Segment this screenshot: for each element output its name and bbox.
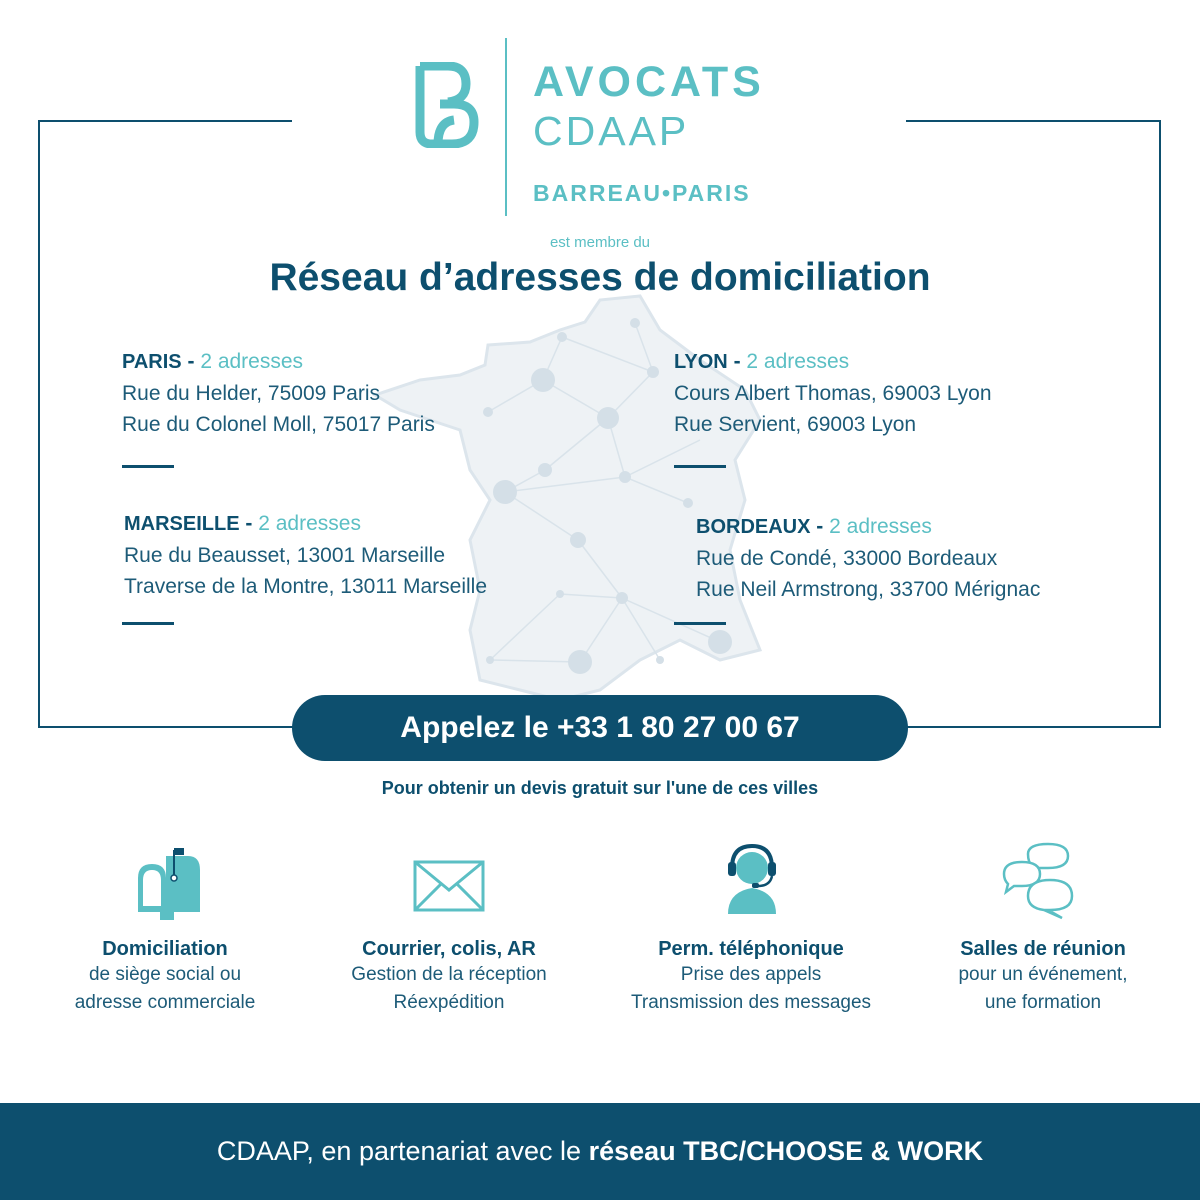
feature-line: Gestion de la réception: [351, 964, 547, 985]
feature-title: Salles de réunion: [960, 938, 1126, 960]
address-line: Rue du Colonel Moll, 75017 Paris: [122, 413, 435, 436]
footer-prefix: CDAAP, en partenariat avec le: [216, 1136, 589, 1166]
city-separator: -: [810, 515, 830, 538]
address-line: Rue de Condé, 33000 Bordeaux: [696, 547, 998, 570]
speech-bubbles-icon: [898, 840, 1188, 920]
brand-barreau-paris: BARREAU•PARIS: [533, 180, 751, 206]
intro-text: est membre du: [549, 234, 651, 251]
city-divider: [122, 465, 174, 468]
feature-line: de siège social ou: [88, 964, 242, 985]
city-name: PARIS: [122, 351, 182, 373]
mailbox-icon: [20, 840, 310, 920]
address-line: Traverse de la Montre, 13011 Marseille: [124, 575, 487, 598]
city-divider: [122, 622, 174, 625]
city-count: 2 adresses: [829, 515, 932, 538]
city-separator: -: [727, 350, 747, 373]
address-line: Rue du Helder, 75009 Paris: [122, 382, 380, 405]
city-lyon: [674, 346, 992, 440]
address-line: Cours Albert Thomas, 69003 Lyon: [674, 382, 992, 405]
logo-divider: [505, 38, 507, 216]
feature-line: Réexpédition: [393, 992, 505, 1013]
feature-salles: [898, 840, 1188, 1017]
address-line: Rue du Beausset, 13001 Marseille: [124, 544, 446, 567]
cdaap-logo-icon: [412, 62, 482, 148]
call-phone-button[interactable]: Appelez le +33 1 80 27 00 67: [292, 695, 908, 761]
address-line: Rue Servient, 69003 Lyon: [674, 413, 917, 436]
city-name: LYON: [674, 351, 728, 373]
feature-line: pour un événement,: [958, 964, 1128, 985]
city-divider: [674, 622, 726, 625]
city-name: MARSEILLE: [124, 513, 240, 535]
footer-partner: réseau TBC/CHOOSE & WORK: [588, 1136, 984, 1166]
feature-line: Prise des appels: [680, 964, 822, 985]
city-divider: [674, 465, 726, 468]
city-count: 2 adresses: [200, 350, 304, 373]
feature-courrier: [304, 840, 594, 1017]
feature-title: Courrier, colis, AR: [362, 938, 536, 960]
city-bordeaux: [696, 511, 1040, 605]
feature-telephone: [606, 840, 896, 1017]
footer-banner: [0, 1103, 1200, 1200]
city-separator: -: [239, 512, 259, 535]
address-line: Rue Neil Armstrong, 33700 Mérignac: [696, 578, 1041, 601]
city-count: 2 adresses: [258, 512, 361, 535]
cta-subtitle: Pour obtenir un devis gratuit sur l'une de ces villes: [381, 778, 819, 798]
feature-title: Domiciliation: [102, 938, 228, 960]
feature-line: une formation: [984, 992, 1102, 1013]
feature-domiciliation: [20, 840, 310, 1017]
headset-operator-icon: [606, 840, 896, 920]
feature-line: adresse commerciale: [74, 992, 256, 1013]
brand-cdaap: CDAAP: [533, 108, 690, 154]
city-name: BORDEAUX: [696, 516, 811, 538]
brand-avocats: AVOCATS: [533, 58, 765, 106]
city-count: 2 adresses: [746, 350, 850, 373]
city-marseille: [124, 508, 487, 602]
feature-line: Transmission des messages: [630, 992, 872, 1013]
city-paris: [122, 346, 435, 440]
city-separator: -: [181, 350, 201, 373]
envelope-icon: [304, 840, 594, 920]
page-title: Réseau d’adresses de domiciliation: [269, 256, 931, 299]
feature-title: Perm. téléphonique: [658, 938, 844, 960]
